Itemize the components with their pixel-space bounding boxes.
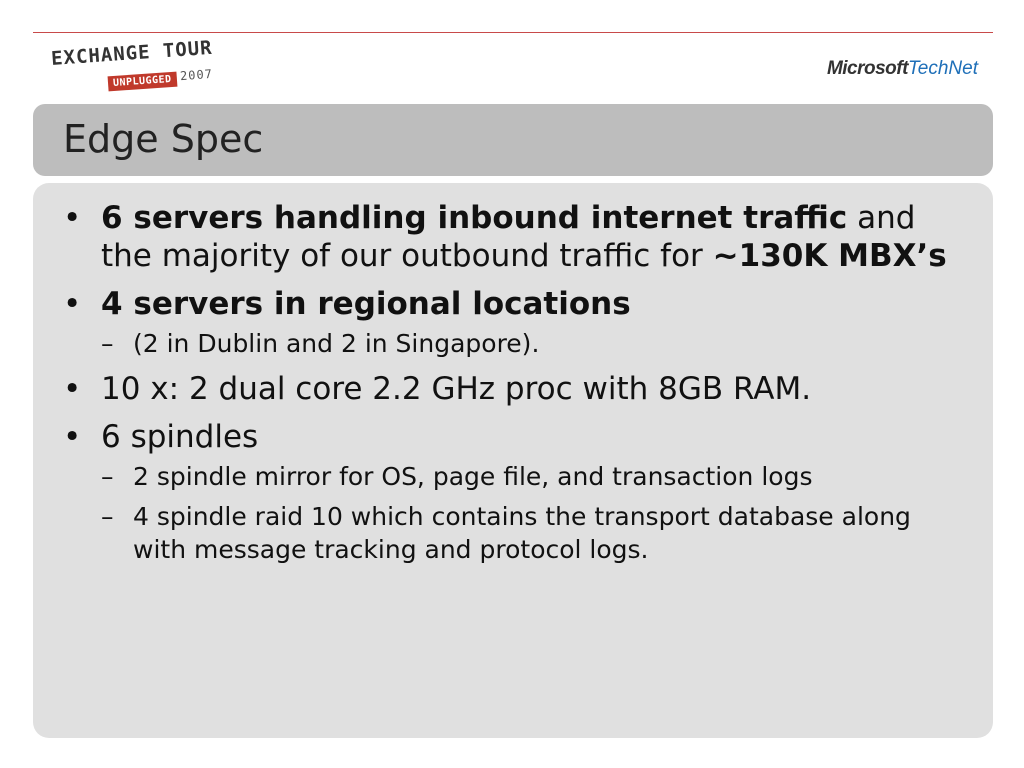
bullet-hardware: [59, 370, 969, 408]
brand-technet: TechNet: [907, 58, 978, 79]
slide-title: Edge Spec: [63, 117, 264, 161]
content-panel: [33, 183, 993, 738]
bullet-bold: 4 servers in regional locations: [101, 286, 631, 322]
bullet-regional-servers: [59, 285, 969, 360]
bullet-edge-servers: [59, 199, 969, 275]
sub-list: [101, 327, 969, 360]
logo-year: 2007: [179, 66, 214, 84]
bullet-list: [59, 199, 969, 576]
microsoft-technet-logo: [827, 58, 978, 80]
logo-badge: UNPLUGGED: [108, 72, 178, 92]
bullet-text: and the majority of our outbound traffic for: [101, 200, 916, 274]
sub-list: [101, 460, 969, 566]
sub-bullet: – 2 spindle mirror for OS, page file, and transaction logs: [101, 460, 969, 493]
bullet-bold: ~130K MBX’s: [712, 238, 947, 274]
bullet-bold: 6 servers handling inbound internet traffic: [101, 200, 848, 236]
sub-bullet: – 4 spindle raid 10 which contains the transport database along with message tracking and protocol logs.: [101, 500, 969, 566]
bullet-spindles: [59, 418, 969, 566]
logo-text: EXCHANGE TOUR: [50, 36, 214, 70]
title-bar: [33, 104, 993, 176]
sub-bullet: – (2 in Dublin and 2 in Singapore).: [101, 327, 969, 360]
brand-microsoft: Microsoft: [826, 58, 908, 79]
bullet-text: 10 x: 2 dual core 2.2 GHz proc with 8GB RAM.: [101, 371, 812, 407]
exchange-tour-logo: [50, 36, 214, 104]
bullet-text: 6 spindles: [101, 419, 259, 455]
header-divider: [33, 32, 993, 33]
